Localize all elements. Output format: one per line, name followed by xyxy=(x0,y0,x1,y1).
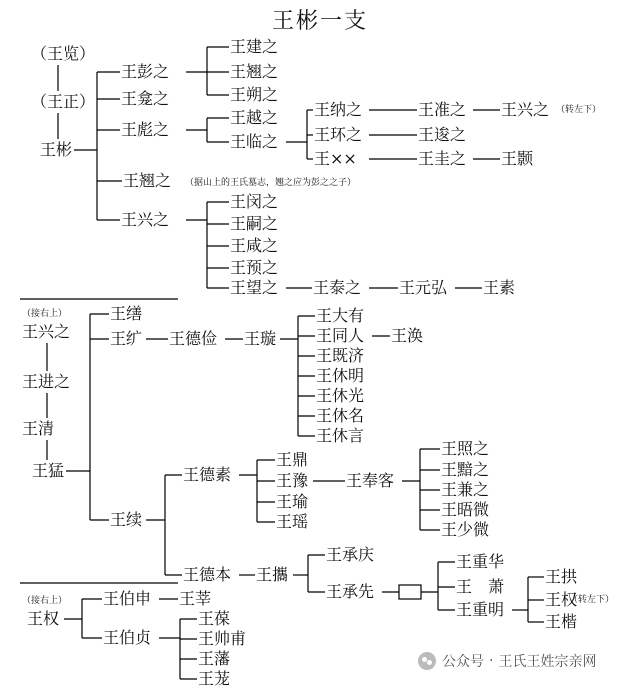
person-node: 王越之 xyxy=(230,108,279,127)
note-text: （接右上） xyxy=(22,596,68,606)
person-node: 王逡之 xyxy=(418,125,467,144)
person-node: 王翘之 xyxy=(230,62,279,81)
person-node: 王×× xyxy=(314,149,357,168)
person-node: 王攜 xyxy=(256,565,289,584)
person-node: 王彭之 xyxy=(121,62,170,81)
person-node: 王藩 xyxy=(198,649,231,668)
person-node: 王续 xyxy=(110,510,143,529)
person-node: 王建之 xyxy=(230,37,279,56)
person-node: 王圭之 xyxy=(418,149,467,168)
person-node: 王权 xyxy=(545,590,578,609)
person-node: 王晤微 xyxy=(441,500,490,519)
person-node: 王环之 xyxy=(314,125,363,144)
person-node: 王休名 xyxy=(316,406,365,425)
person-node: 王朔之 xyxy=(230,85,279,104)
person-node: 王休明 xyxy=(316,366,365,385)
person-node: 王咸之 xyxy=(230,236,279,255)
person-node: 王龛之 xyxy=(121,89,170,108)
person-node: 王素 xyxy=(483,278,516,297)
watermark-separator: · xyxy=(489,653,494,669)
person-node: 王兴之 xyxy=(22,322,71,341)
person-node: 王同人 xyxy=(316,326,365,345)
person-node: 王纩 xyxy=(110,329,143,348)
person-node: 王重华 xyxy=(456,552,505,571)
person-node: 王重明 xyxy=(456,600,505,619)
person-node: 王伯贞 xyxy=(103,628,152,647)
person-node: 王承先 xyxy=(326,582,375,601)
person-node: 王照之 xyxy=(441,439,490,458)
person-node: 王楷 xyxy=(545,612,578,631)
person-node: （王览） xyxy=(31,44,96,63)
watermark-label: 公众号 xyxy=(442,654,484,670)
person-node: 王黯之 xyxy=(441,460,490,479)
person-node: 王瑶 xyxy=(276,512,309,531)
person-node: 王临之 xyxy=(230,132,279,151)
watermark-name: 王氏王姓宗亲网 xyxy=(498,654,597,670)
person-node: 王兴之 xyxy=(501,100,550,119)
diagram-title: 王彬一支 xyxy=(271,9,368,34)
note-text: （转左下） xyxy=(556,105,602,115)
wechat-icon xyxy=(418,652,436,670)
person-node: 王少微 xyxy=(441,520,490,539)
person-node: 王鼎 xyxy=(276,450,309,469)
person-node: 王兼之 xyxy=(441,480,490,499)
person-node: 王瑜 xyxy=(276,492,309,511)
person-node: 王涣 xyxy=(391,326,424,345)
person-node: 王葆 xyxy=(198,609,231,628)
person-node: 王闵之 xyxy=(230,192,279,211)
person-node: 王颢 xyxy=(501,149,534,168)
person-node: 王大有 xyxy=(316,306,365,325)
person-node: 王猛 xyxy=(32,461,65,480)
person-node: 王翘之 xyxy=(123,171,172,190)
person-node: 王权 xyxy=(27,609,60,628)
person-node: 王预之 xyxy=(230,258,279,277)
person-node: 王彪之 xyxy=(121,120,170,139)
person-node: 王德俭 xyxy=(169,329,218,348)
person-node: 王茏 xyxy=(198,669,231,688)
person-node: 王璇 xyxy=(244,329,277,348)
person-node: 王伯申 xyxy=(103,589,152,608)
note-text: （转左下） xyxy=(569,595,615,605)
person-node: 王泰之 xyxy=(313,278,362,297)
person-node: 王进之 xyxy=(22,372,71,391)
person-node: 王望之 xyxy=(230,278,279,297)
person-node: 王德素 xyxy=(183,465,232,484)
person-node: 王莘 xyxy=(179,589,212,608)
person-node: 王休光 xyxy=(316,386,365,405)
person-node: 王承庆 xyxy=(326,545,375,564)
person-node: 王休言 xyxy=(316,426,365,445)
person-node: （王正） xyxy=(31,92,96,111)
note-text: （接右上） xyxy=(22,309,68,319)
person-node: 王嗣之 xyxy=(230,214,279,233)
person-node: 王豫 xyxy=(276,471,309,490)
watermark xyxy=(418,650,596,672)
person-node: 王 萧 xyxy=(456,577,505,596)
person-node: 王帅甫 xyxy=(198,629,247,648)
person-node: 王缮 xyxy=(110,304,143,323)
person-node: 王清 xyxy=(22,419,55,438)
person-node: 王拱 xyxy=(545,567,578,586)
person-node: 王既济 xyxy=(316,346,365,365)
person-node: 王彬 xyxy=(40,140,73,159)
note-text: （据山上的王氏墓志，翘之应为彭之之子） xyxy=(185,178,357,188)
person-node: 王纳之 xyxy=(314,100,363,119)
person-node: 王兴之 xyxy=(121,210,170,229)
person-node: 王德本 xyxy=(183,565,232,584)
person-node: 王准之 xyxy=(418,100,467,119)
person-node: 王元弘 xyxy=(399,278,448,297)
unknown-box xyxy=(399,585,421,599)
person-node: 王奉客 xyxy=(346,471,395,490)
